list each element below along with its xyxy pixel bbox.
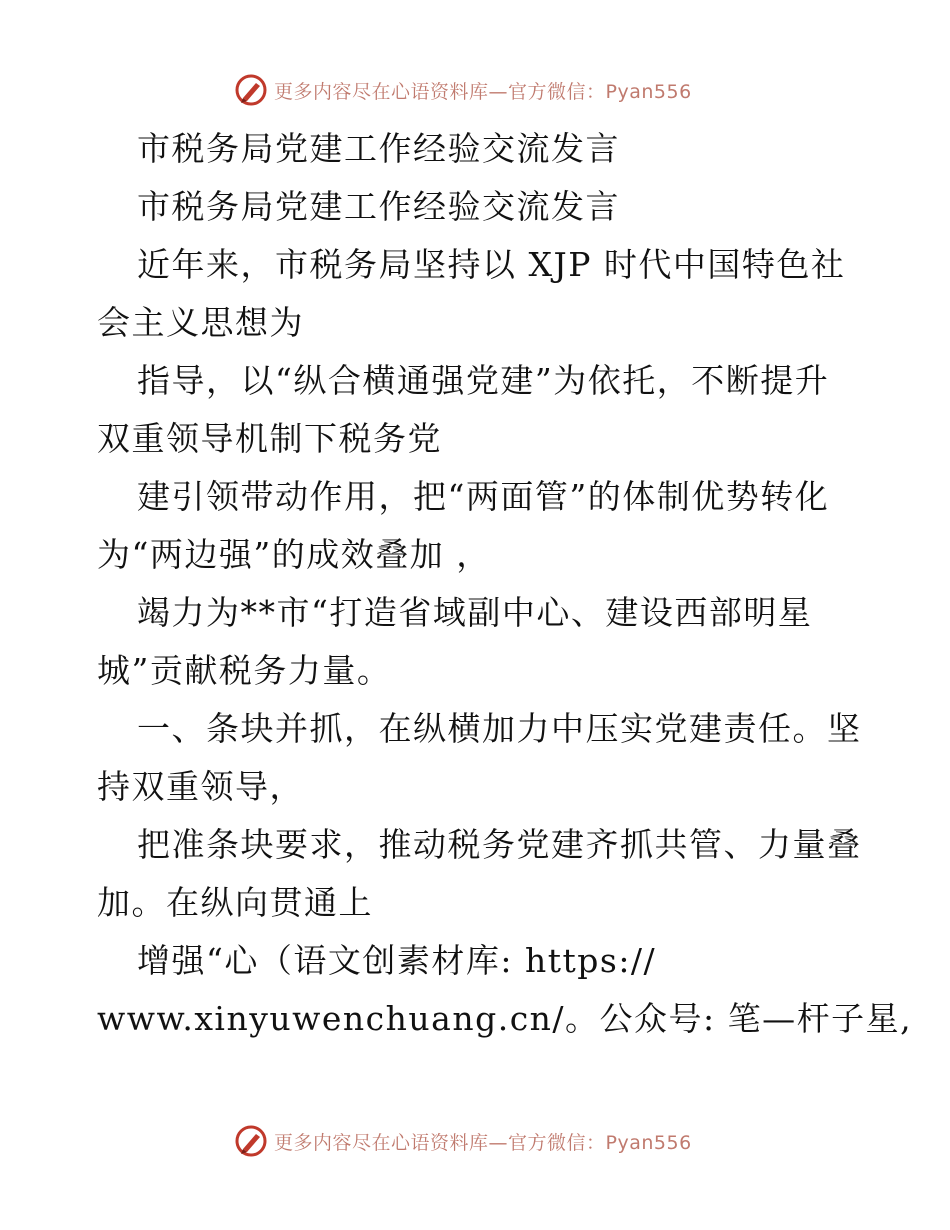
text-line: 把准条块要求，推动税务党建齐抓共管、力量叠 — [137, 825, 862, 864]
text-line: 会主义思想为 — [97, 303, 304, 342]
text-line: 增强“心（语文创素材库: https:// — [137, 941, 657, 980]
text-line: 加。在纵向贯通上 — [97, 883, 373, 922]
header-banner — [234, 73, 714, 107]
document-body — [97, 120, 913, 1048]
text-line: 为“两边强”的成效叠加 ， — [97, 535, 491, 574]
footer-banner — [234, 1124, 714, 1158]
pen-logo-icon — [234, 1124, 268, 1158]
text-line: www.xinyuwenchuang.cn/。公众号: 笔—杆子星, — [97, 999, 913, 1038]
text-line: 城”贡献税务力量。 — [97, 651, 392, 690]
text-line: 竭力为**市“打造省域副中心、建设西部明星 — [137, 593, 813, 632]
pen-logo-icon — [234, 73, 268, 107]
text-line: 一、条块并抓，在纵横加力中压实党建责任。坚 — [137, 709, 862, 748]
text-line: 持双重领导， — [97, 767, 304, 806]
text-line: 市税务局党建工作经验交流发言 — [137, 187, 620, 226]
text-line: 指导，以“纵合横通强党建”为依托，不断提升 — [137, 361, 830, 400]
text-line: 近年来，市税务局坚持以 XJP 时代中国特色社 — [137, 245, 846, 284]
text-line: 建引领带动作用，把“两面管”的体制优势转化 — [137, 477, 830, 516]
header-banner-text: 更多内容尽在心语资料库—官方微信：Pyan556 — [274, 80, 692, 103]
text-line: 双重领导机制下税务党 — [97, 419, 442, 458]
text-line: 市税务局党建工作经验交流发言 — [137, 129, 620, 168]
footer-banner-text: 更多内容尽在心语资料库—官方微信：Pyan556 — [274, 1131, 692, 1154]
